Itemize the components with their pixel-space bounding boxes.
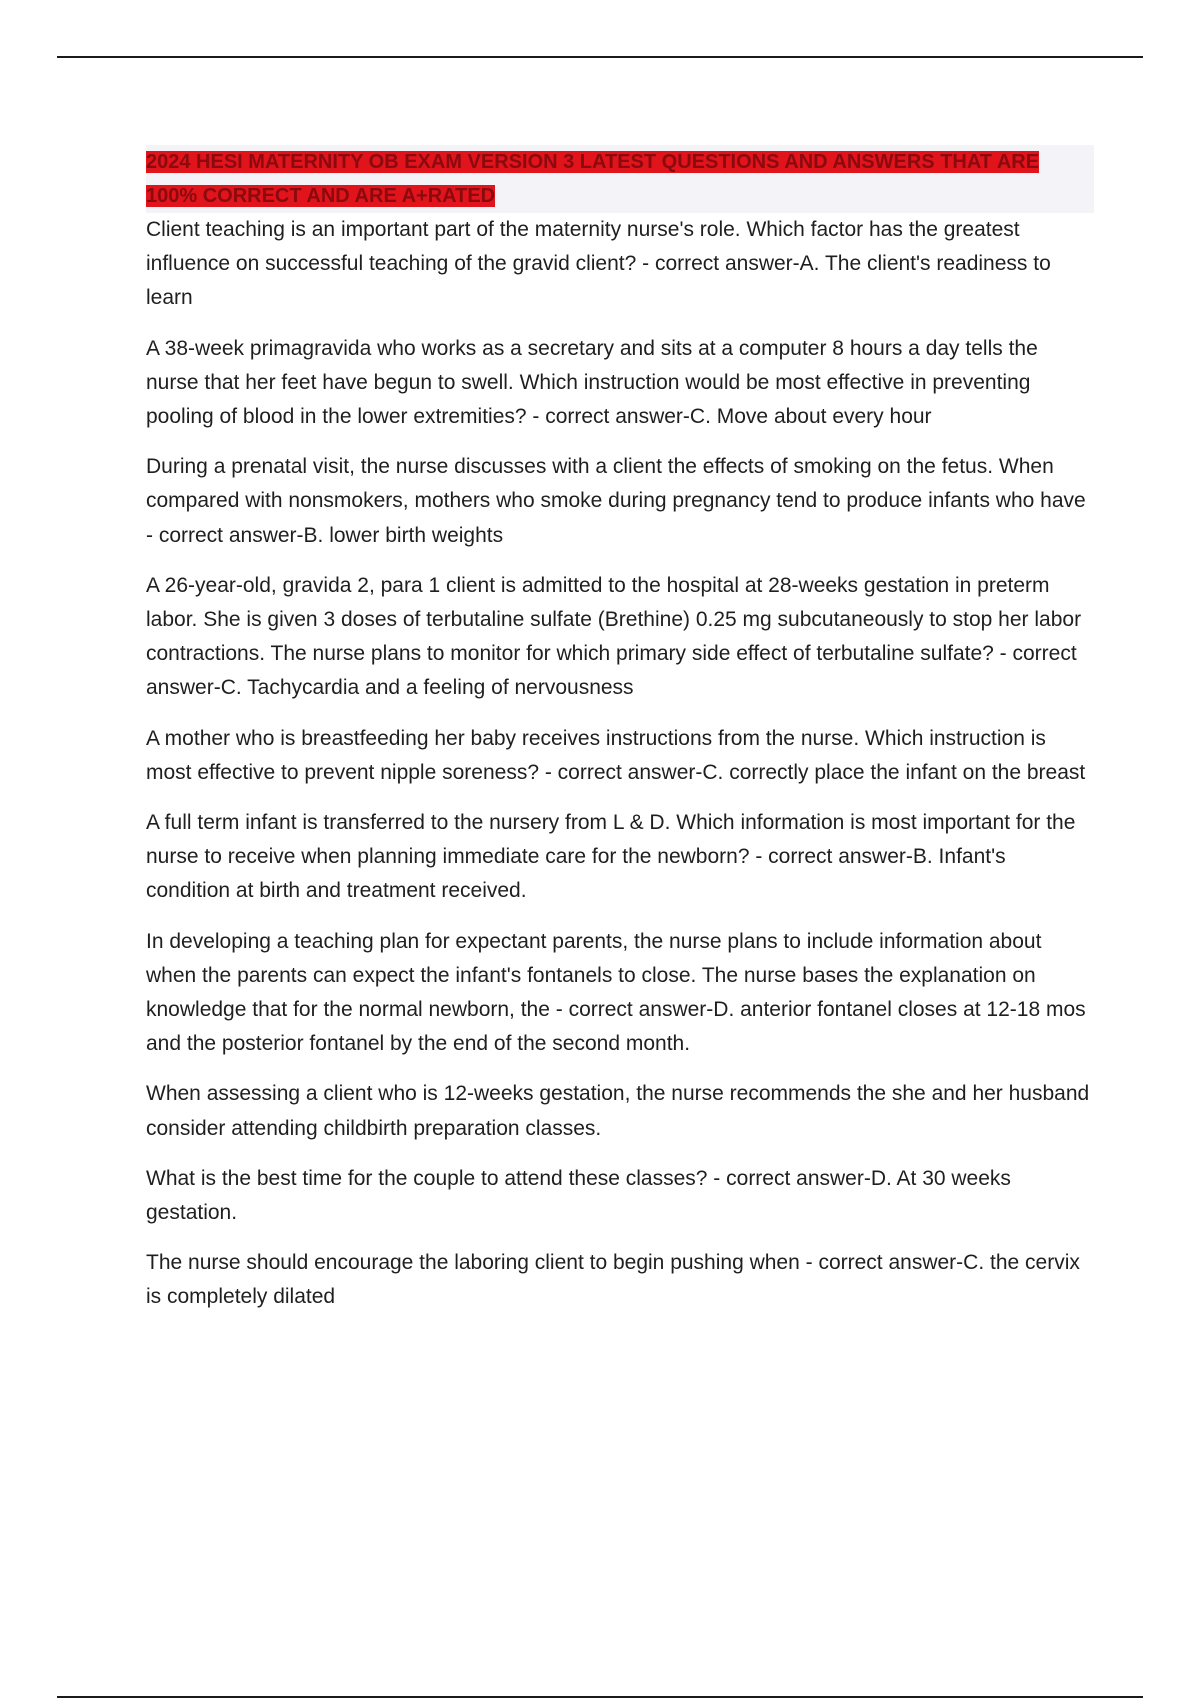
qa-paragraph-5: A mother who is breastfeeding her baby receives instructions from the nurse. Which instruction is most effective to prevent nipple soreness? - correct answer-C. correctly place the infant on the breast [146, 726, 1086, 784]
document-title [146, 145, 1094, 213]
qa-paragraph-6: A full term infant is transferred to the nursery from L & D. Which information is most important for the nurse to receive when planning immediate care for the newborn? - correct answer-B. Infant's condition at birth and treatment received. [146, 811, 1076, 903]
top-rule [57, 56, 1143, 58]
bottom-rule [57, 1696, 1143, 1698]
qa-paragraph-4: A 26-year-old, gravida 2, para 1 client is admitted to the hospital at 28-weeks gestation in preterm labor. She is given 3 doses of terbutaline sulfate (Brethine) 0.25 mg subcutaneously to stop her labor contractions. The nurse plans to monitor for which primary side effect of terbutaline sulfate? - correct answer-C. Tachycardia and a feeling of nervousness [146, 573, 1082, 700]
qa-paragraph-1: Client teaching is an important part of the maternity nurse's role. Which factor has the greatest influence on successful teaching of the gravid client? - correct answer-A. The client's readiness to learn [146, 218, 1051, 310]
title-block [146, 145, 1094, 213]
qa-paragraph-7: In developing a teaching plan for expectant parents, the nurse plans to include information about when the parents can expect the infant's fontanels to close. The nurse bases the explanation on knowledge that for the normal newborn, the - correct answer-D. anterior fontanel closes at 12-18 mos and the posterior fontanel by the end of the second month. [146, 929, 1086, 1056]
qa-paragraph-2: A 38-week primagravida who works as a secretary and sits at a computer 8 hours a day tells the nurse that her feet have begun to swell. Which instruction would be most effective in preventing pooling of blood in the lower extremities? - correct answer-C. Move about every hour [146, 336, 1038, 429]
qa-paragraph-3: During a prenatal visit, the nurse discusses with a client the effects of smoking on the fetus. When compared with nonsmokers, mothers who smoke during pregnancy tend to produce infants who have - correct answer-B. lower birth weights [146, 455, 1086, 547]
title-highlight: 2024 HESI MATERNITY OB EXAM VERSION 3 LATEST QUESTIONS AND ANSWERS THAT ARE 100% CORRECT AND ARE A+RATED [146, 151, 1040, 207]
qa-paragraph-9: What is the best time for the couple to attend these classes? - correct answer-D. At 30 weeks gestation. [146, 1166, 1011, 1225]
qa-paragraph-8: When assessing a client who is 12-weeks gestation, the nurse recommends the she and her husband consider attending childbirth preparation classes. [146, 1082, 1090, 1140]
qa-paragraph-10: The nurse should encourage the laboring client to begin pushing when - correct answer-C. the cervix is completely dilated [146, 1251, 1080, 1309]
document-body [146, 145, 1092, 1331]
